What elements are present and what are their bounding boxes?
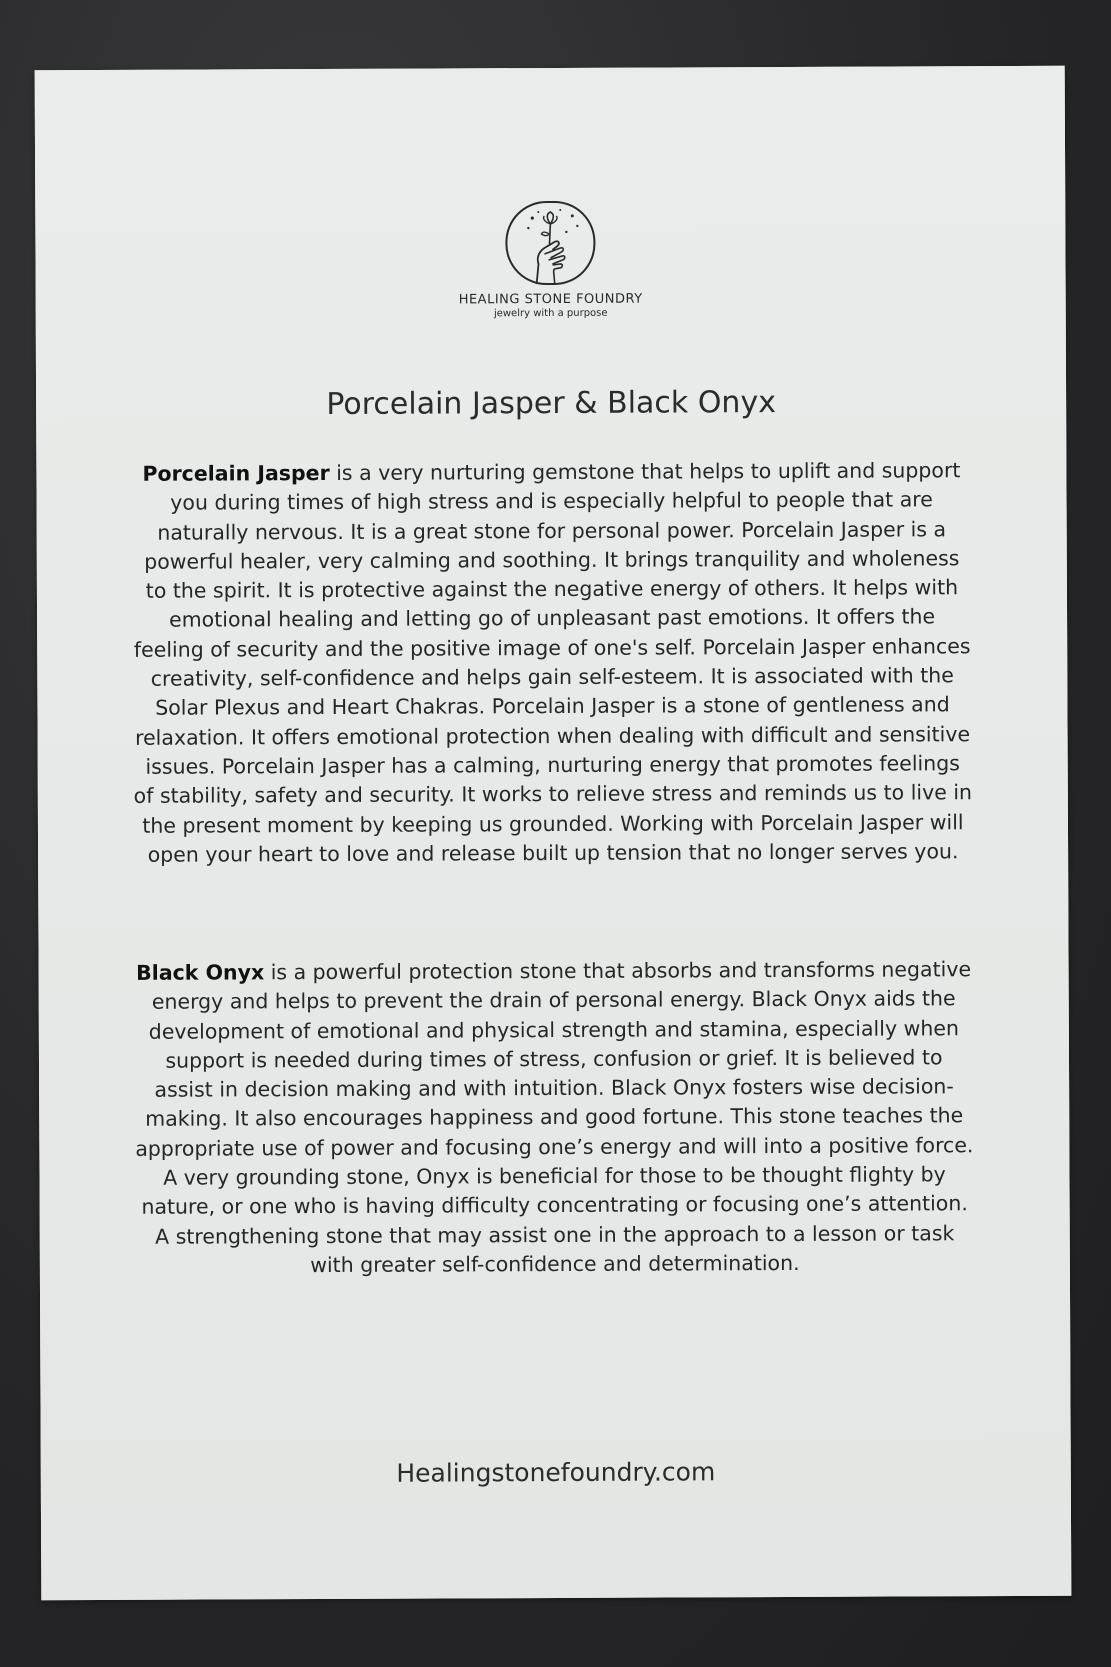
brand-logo <box>35 196 1066 321</box>
info-card <box>35 66 1072 1600</box>
black-onyx-term: Black Onyx <box>136 960 265 985</box>
porcelain-jasper-paragraph <box>131 456 973 870</box>
page-title: Porcelain Jasper & Black Onyx <box>326 385 776 422</box>
black-onyx-paragraph <box>134 955 975 1281</box>
brand-tagline: jewelry with a purpose <box>493 307 608 320</box>
brand-name: HEALING STONE FOUNDRY <box>458 291 643 308</box>
porcelain-jasper-term: Porcelain Jasper <box>142 460 330 486</box>
website-url: Healingstonefoundry.com <box>396 1457 716 1488</box>
porcelain-jasper-text: is a very nurturing gemstone that helps to uplift and support you during times of high stress and is especially helpful to people that are naturally nervous. It is a great stone for personal power. Porcelain Jasper is a powerful healer, very calming and soothing. It brings tranquility and wholeness to the spirit. It is protective against the negative energy of others. It helps with emotional healing and letting go of unpleasant past emotions. It offers the feeling of security and the positive image of one's self. Porcelain Jasper enhances creativity, self-confidence and helps gain self-esteem. It is associated with the Solar Plexus and Heart Chakras. Porcelain Jasper is a stone of gentleness and relaxation. It offers emotional protection when dealing with difficult and sensitive issues. Porcelain Jasper has a calming, nurturing energy that promotes feelings of stability, safety and security. It works to relieve stress and reminds us to live in the present moment by keeping us grounded. Working with Porcelain Jasper will open your heart to love and release built up tension that no longer serves you. <box>133 458 973 867</box>
black-onyx-text: is a powerful protection stone that absorbs and transforms negative energy and helps to prevent the drain of personal energy. Black Onyx aids the development of emotional and physical strength and stamina, especially when support is needed during times of stress, confusion or grief. It is believed to assist in decision making and with intuition. Black Onyx fosters wise decision-making. It also encourages happiness and good fortune. This stone teaches the appropriate use of power and focusing one’s energy and will into a positive force. A very grounding stone, Onyx is beneficial for those to be thought flighty by nature, or one who is having difficulty concentrating or focusing one’s attention. A strengthening stone that may assist one in the approach to a lesson or task with greater self-confidence and determination. <box>135 957 974 1278</box>
hand-holding-flower-logo-icon <box>502 198 598 288</box>
